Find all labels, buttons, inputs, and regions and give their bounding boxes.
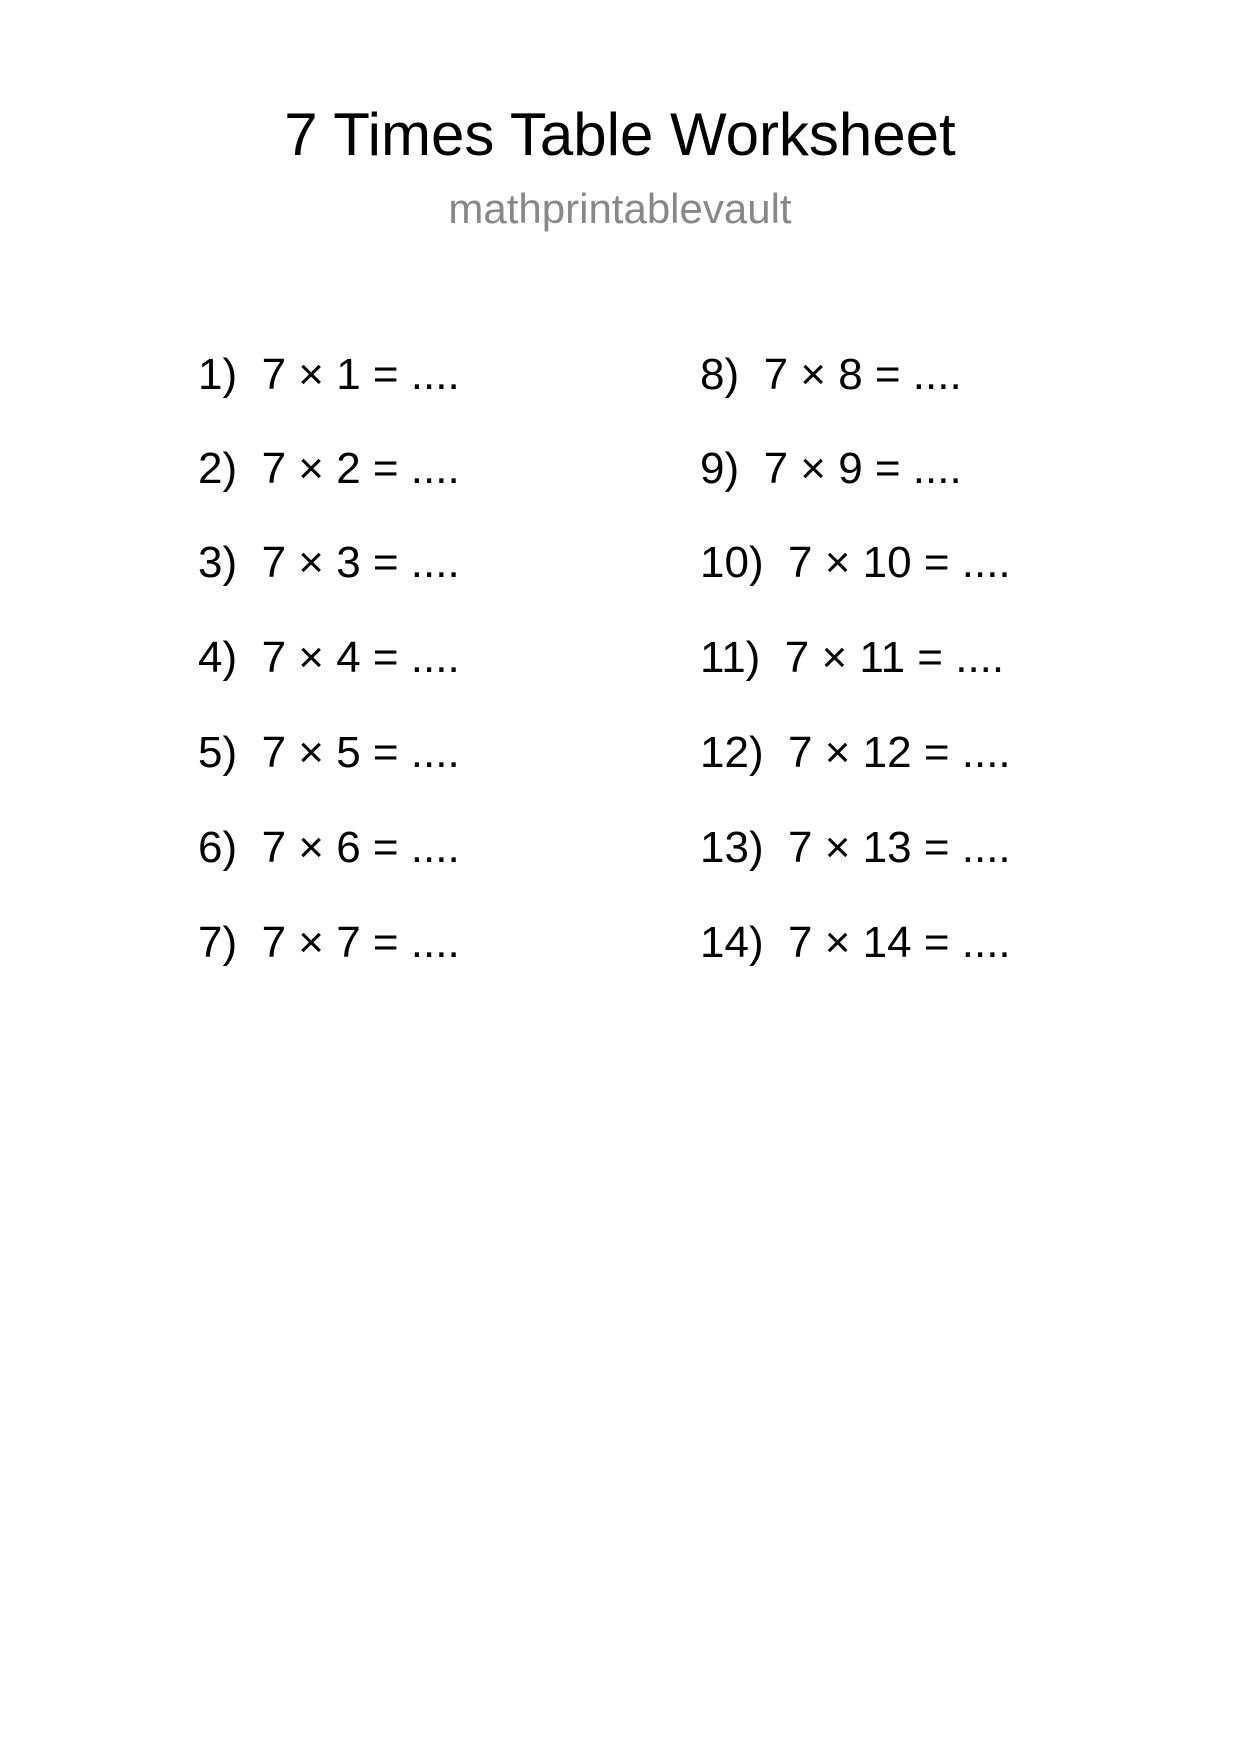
problem-item: 7) 7 × 7 = .... [198, 918, 460, 967]
page-subtitle: mathprintablevault [448, 185, 792, 232]
problem-item: 9) 7 × 9 = .... [700, 444, 962, 493]
problem-item: 1) 7 × 1 = .... [198, 350, 460, 399]
problem-item: 2) 7 × 2 = .... [198, 444, 460, 493]
problem-item: 10) 7 × 10 = .... [700, 538, 1011, 587]
problem-item: 4) 7 × 4 = .... [198, 633, 460, 682]
problem-item: 3) 7 × 3 = .... [198, 538, 460, 587]
page-title: 7 Times Table Worksheet [284, 101, 956, 168]
problem-item: 6) 7 × 6 = .... [198, 823, 460, 872]
problem-item: 13) 7 × 13 = .... [700, 823, 1011, 872]
problem-item: 12) 7 × 12 = .... [700, 728, 1011, 777]
problem-item: 11) 7 × 11 = .... [700, 633, 1005, 682]
problem-item: 5) 7 × 5 = .... [198, 728, 460, 777]
problem-item: 14) 7 × 14 = .... [700, 918, 1011, 967]
problem-item: 8) 7 × 8 = .... [700, 350, 962, 399]
